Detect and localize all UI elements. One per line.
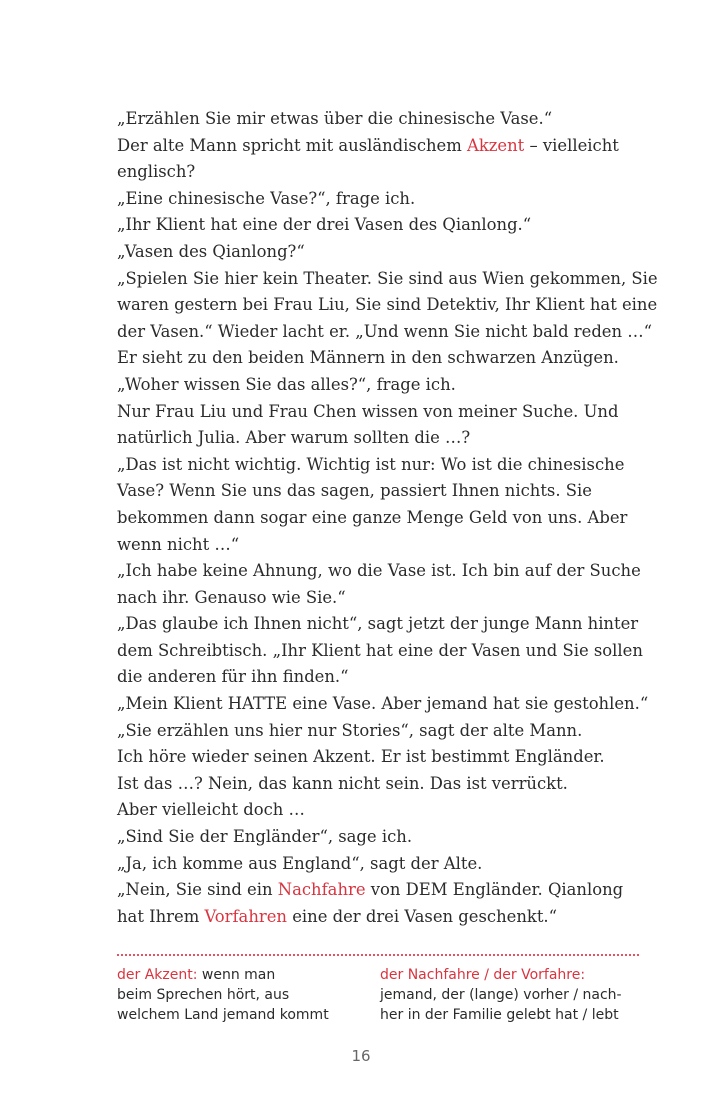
story-line	[117, 904, 647, 931]
story-line	[117, 638, 647, 665]
story-text-segment: „Ich habe keine Ahnung, wo die Vase ist. Ich bin auf der Suche	[117, 561, 641, 581]
glossary-definition: wenn man	[197, 967, 276, 983]
story-line	[117, 558, 647, 585]
story-text-segment: „Sind Sie der Engländer“, sage ich.	[117, 827, 413, 847]
story-text-segment: „Nein, Sie sind ein	[117, 880, 278, 900]
story-text-segment: waren gestern bei Frau Liu, Sie sind Detektiv, Ihr Klient hat eine	[117, 295, 658, 315]
story-line	[117, 452, 647, 479]
story-text-segment: Aber vielleicht doch …	[117, 800, 305, 820]
story-line	[117, 372, 647, 399]
story-line	[117, 159, 647, 186]
glossary-divider	[117, 954, 639, 956]
story-text-segment: der Vasen.“ Wieder lacht er. „Und wenn Sie nicht bald reden …“	[117, 321, 653, 341]
glossary-term: der Nachfahre / der Vorfahre:	[380, 967, 586, 983]
glossary-entry-akzent	[117, 965, 357, 1025]
story-text	[117, 106, 658, 930]
story-text-segment: „Vasen des Qianlong?“	[117, 241, 305, 261]
story-line	[117, 585, 647, 612]
story-text-segment: bekommen dann sogar eine ganze Menge Geld von uns. Aber	[117, 507, 628, 527]
story-text-segment: „Woher wissen Sie das alles?“, frage ich.	[117, 374, 456, 394]
story-line	[117, 266, 658, 293]
glossary-definition: welchem Land jemand kommt	[117, 1007, 329, 1023]
glossary-term: der Akzent:	[117, 967, 198, 983]
story-text-segment: dem Schreibtisch. „Ihr Klient hat eine der Vasen und Sie sollen	[117, 640, 643, 660]
story-line	[117, 425, 647, 452]
story-line	[117, 718, 647, 745]
story-line	[117, 212, 647, 239]
story-text-segment: „Eine chinesische Vase?“, frage ich.	[117, 188, 416, 208]
story-text-segment: Ich höre wieder seinen Akzent. Er ist bestimmt Engländer.	[117, 747, 605, 767]
story-text-segment: „Das ist nicht wichtig. Wichtig ist nur: Wo ist die chinesische	[117, 454, 625, 474]
story-line	[117, 186, 647, 213]
story-text-segment: „Erzählen Sie mir etwas über die chinesische Vase.“	[117, 109, 553, 128]
story-text-segment: „Ja, ich komme aus England“, sagt der Alte.	[117, 853, 483, 873]
story-line	[117, 664, 647, 691]
story-line	[117, 345, 647, 372]
vocabulary-word: Nachfahre	[277, 880, 366, 900]
story-line	[117, 611, 647, 638]
glossary-definition: her in der Familie gelebt hat / lebt	[380, 1007, 619, 1023]
vocabulary-word: Vorfahren	[204, 906, 287, 926]
story-line	[117, 744, 647, 771]
story-text-segment: englisch?	[117, 162, 196, 182]
story-line	[117, 505, 647, 532]
vocabulary-word: Akzent	[467, 135, 525, 155]
story-line	[117, 399, 647, 426]
story-line	[117, 691, 647, 718]
story-line	[117, 133, 647, 160]
story-text-segment: eine der drei Vasen geschenkt.“	[286, 906, 558, 926]
story-text-segment: Er sieht zu den beiden Männern in den schwarzen Anzügen.	[117, 348, 619, 368]
story-text-segment: „Sie erzählen uns hier nur Stories“, sagt der alte Mann.	[117, 720, 583, 740]
story-line	[117, 292, 658, 319]
story-line	[117, 532, 647, 559]
story-text-segment: Ist das …? Nein, das kann nicht sein. Das ist verrückt.	[117, 773, 568, 793]
story-text-segment: wenn nicht …“	[117, 534, 240, 554]
story-text-segment: Der alte Mann spricht mit ausländischem	[117, 135, 468, 155]
story-line	[117, 239, 647, 266]
story-line	[117, 106, 647, 133]
story-line	[117, 851, 647, 878]
story-line	[117, 478, 647, 505]
story-text-segment: nach ihr. Genauso wie Sie.“	[117, 587, 346, 607]
story-text-segment: hat Ihrem	[117, 906, 205, 926]
story-text-segment: Vase? Wenn Sie uns das sagen, passiert Ihnen nichts. Sie	[117, 481, 592, 501]
story-text-segment: – vielleicht	[524, 135, 619, 155]
glossary-entry-nachfahre-vorfahre	[380, 965, 640, 1025]
glossary-definition: jemand, der (lange) vorher / nach-	[380, 987, 622, 1003]
story-text-segment: „Ihr Klient hat eine der drei Vasen des Qianlong.“	[117, 215, 532, 235]
story-line	[117, 797, 647, 824]
story-text-segment: natürlich Julia. Aber warum sollten die …?	[117, 428, 471, 448]
story-text-segment: „Das glaube ich Ihnen nicht“, sagt jetzt der junge Mann hinter	[117, 614, 639, 634]
story-line	[117, 771, 647, 798]
glossary-line	[117, 965, 357, 985]
story-line	[117, 877, 647, 904]
page-number: 16	[351, 1047, 371, 1065]
story-text-segment: Nur Frau Liu und Frau Chen wissen von meiner Suche. Und	[117, 401, 619, 421]
story-line	[117, 319, 653, 346]
story-line	[117, 824, 647, 851]
story-text-segment: von DEM Engländer. Qianlong	[365, 880, 624, 900]
story-text-segment: „Spielen Sie hier kein Theater. Sie sind aus Wien gekommen, Sie	[117, 268, 658, 288]
glossary-definition: beim Sprechen hört, aus	[117, 987, 290, 1003]
story-text-segment: „Mein Klient HATTE eine Vase. Aber jemand hat sie gestohlen.“	[117, 694, 649, 714]
story-text-segment: die anderen für ihn finden.“	[117, 667, 349, 687]
